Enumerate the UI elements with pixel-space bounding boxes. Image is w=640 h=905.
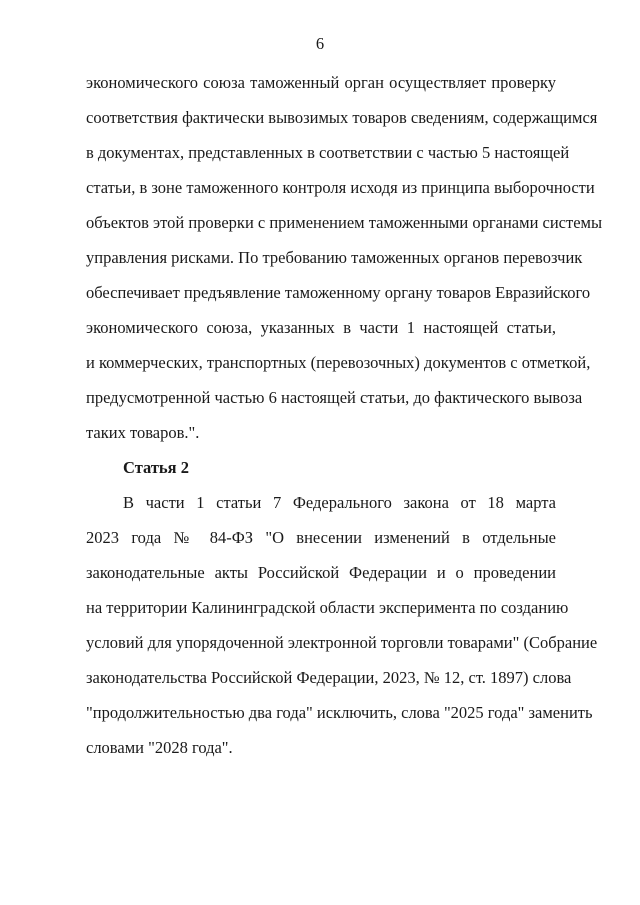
- text-line: 2023 года № 84-ФЗ "О внесении изменений в отдельные: [86, 528, 556, 547]
- page-number: 6: [315, 34, 325, 53]
- text-line: таких товаров.".: [86, 423, 200, 442]
- text-line: в документах, представленных в соответствии с частью 5 настоящей: [86, 143, 570, 162]
- text-line: на территории Калининградской области эксперимента по созданию: [86, 598, 569, 617]
- text-line: законодательные акты Российской Федерации и о проведении: [86, 563, 556, 582]
- text-line: "продолжительностью два года" исключить, слова "2025 года" заменить: [86, 703, 593, 722]
- text-line: и коммерческих, транспортных (перевозочных) документов с отметкой,: [86, 353, 591, 372]
- text-line: обеспечивает предъявление таможенному органу товаров Евразийского: [86, 283, 591, 302]
- text-line: предусмотренной частью 6 настоящей статьи, до фактического вывоза: [86, 388, 583, 407]
- text-line: соответствия фактически вывозимых товаров сведениям, содержащимся: [86, 108, 598, 127]
- text-line: объектов этой проверки с применением таможенными органами системы: [86, 213, 603, 232]
- text-line: экономического союза, указанных в части 1 настоящей статьи,: [86, 318, 556, 337]
- text-line: статьи, в зоне таможенного контроля исходя из принципа выборочности: [86, 178, 595, 197]
- text-line: законодательства Российской Федерации, 2023, № 12, ст. 1897) слова: [86, 668, 572, 687]
- text-line: условий для упорядоченной электронной торговли товарами" (Собрание: [86, 633, 598, 652]
- text-line: словами "2028 года".: [86, 738, 233, 757]
- text-line: экономического союза таможенный орган осуществляет проверку: [86, 73, 556, 92]
- text-line: управления рисками. По требованию таможенных органов перевозчик: [86, 248, 583, 267]
- article-heading: Статья 2: [123, 458, 189, 477]
- text-line: В части 1 статьи 7 Федерального закона от 18 марта: [123, 493, 556, 512]
